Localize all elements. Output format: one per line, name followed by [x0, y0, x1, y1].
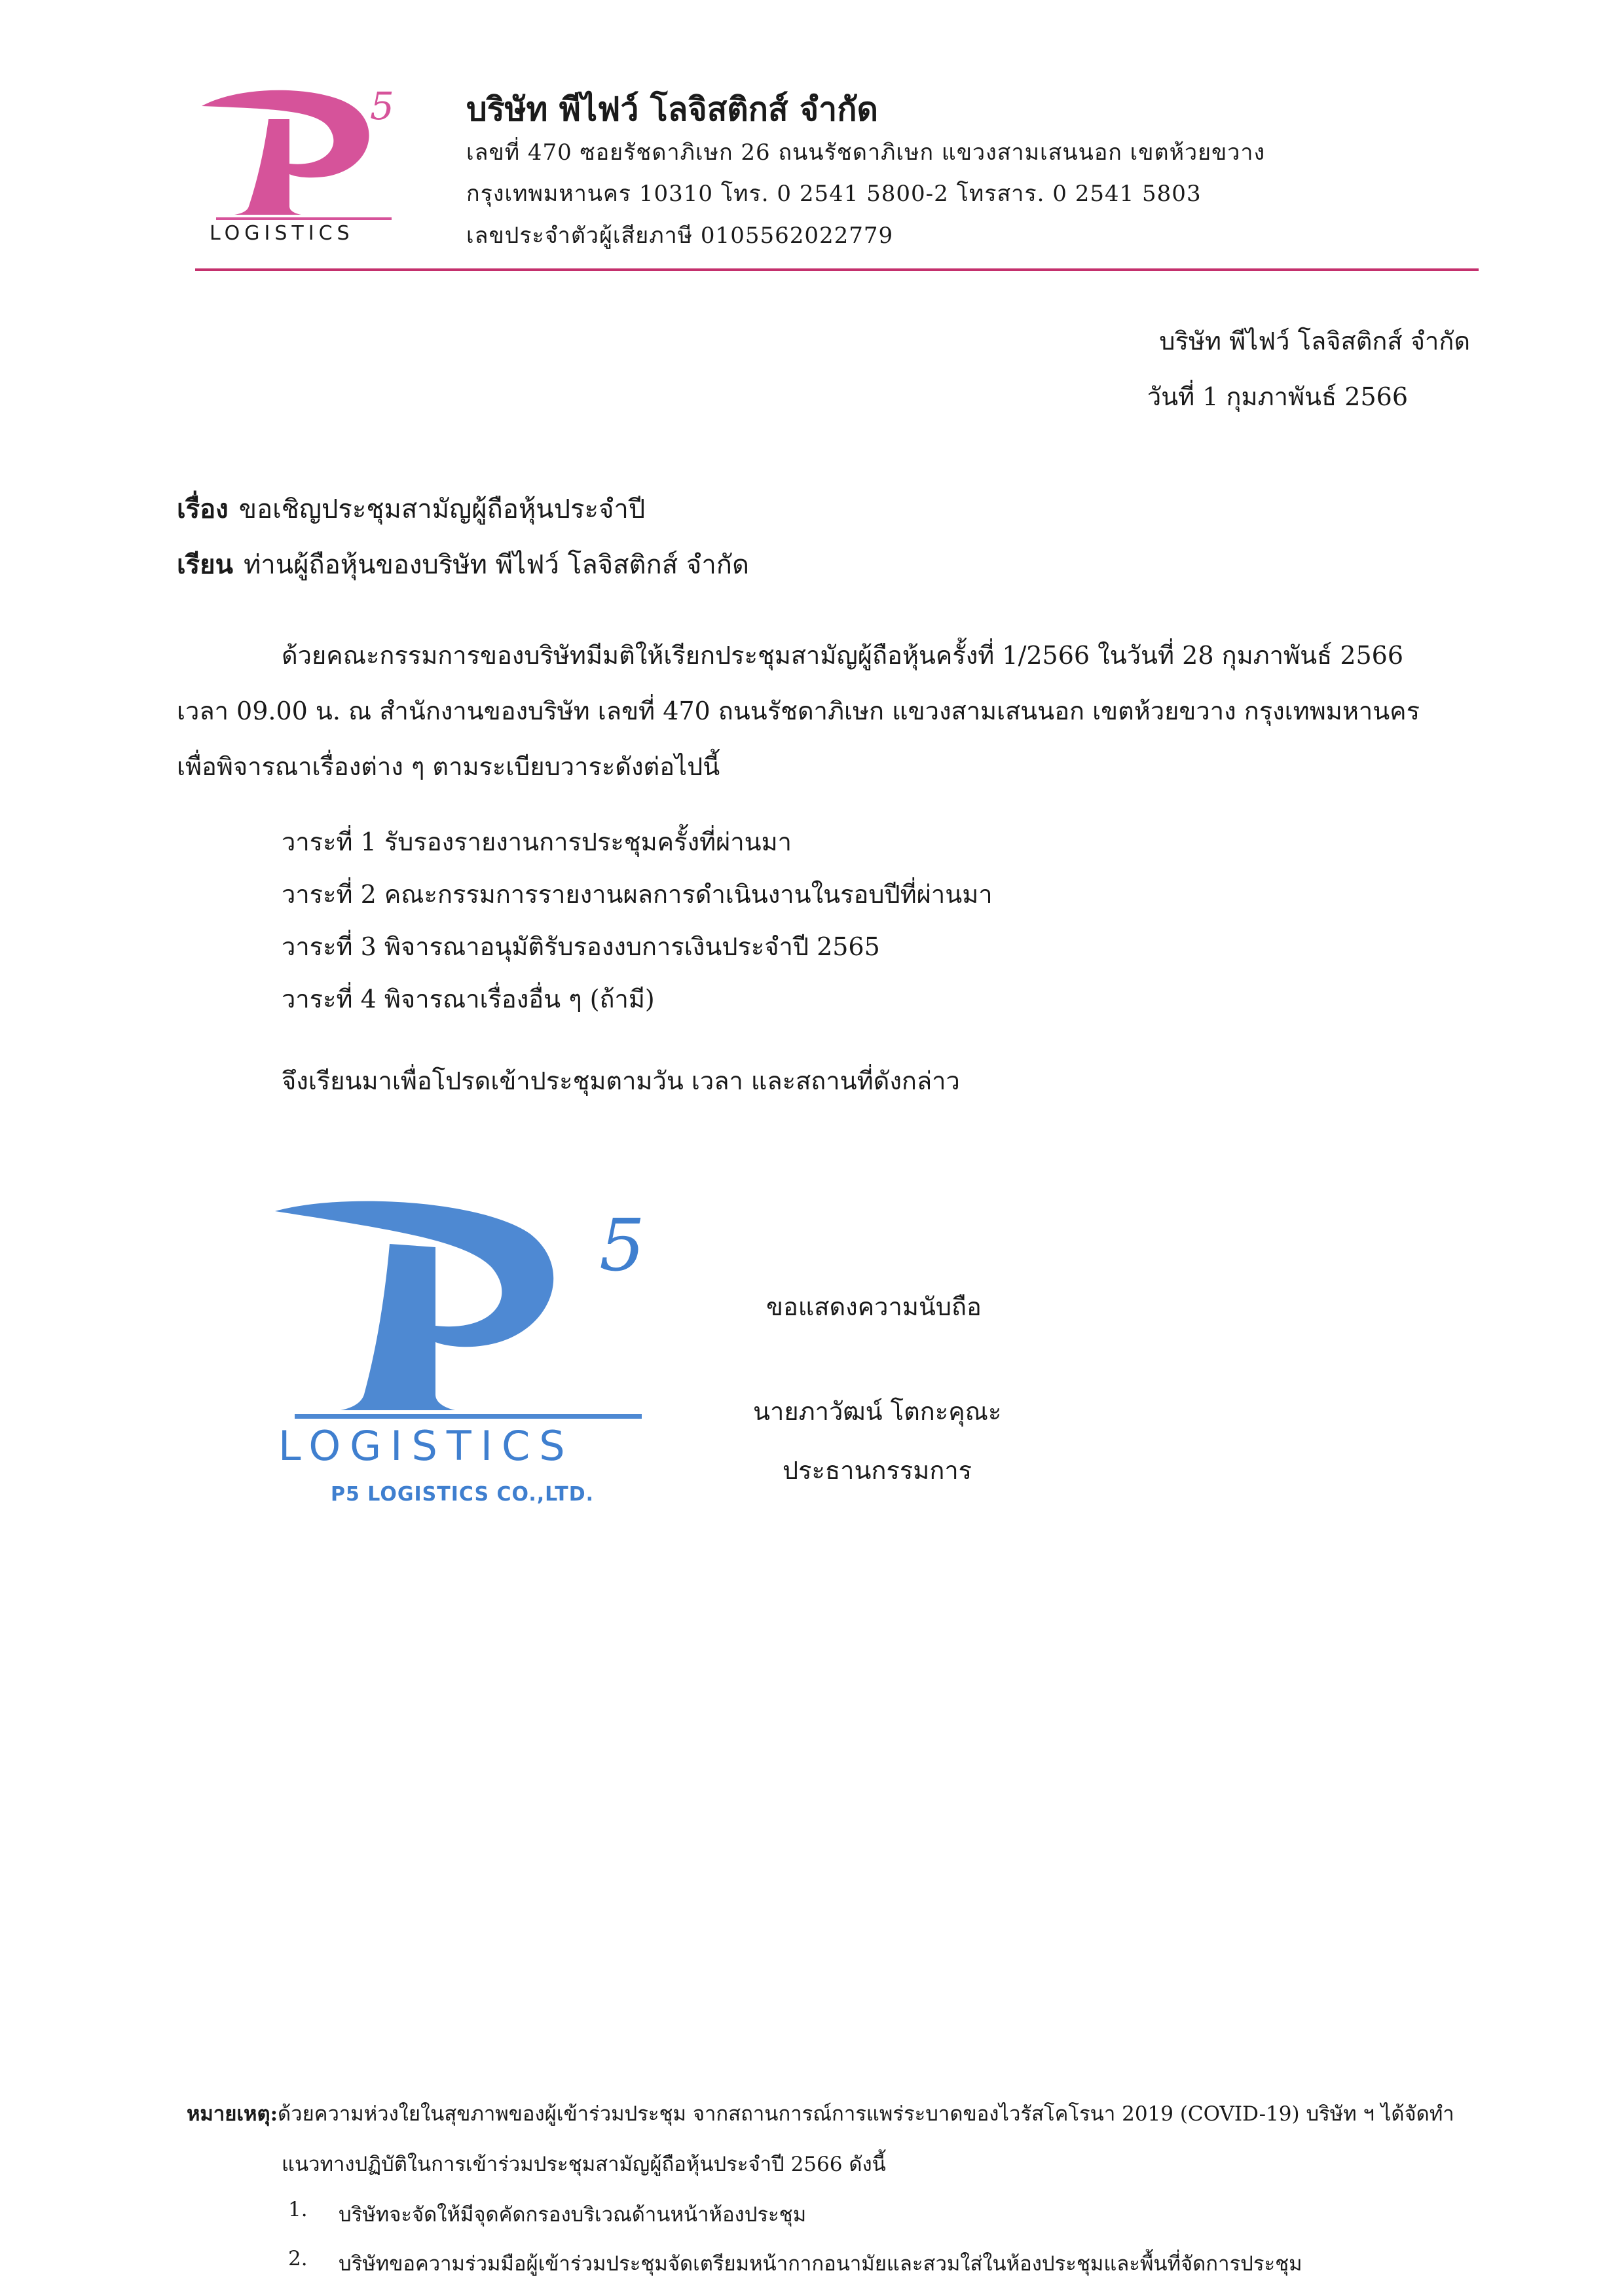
agenda-item: วาระที่ 2 คณะกรรมการรายงานผลการดำเนินงานในรอบปีที่ผ่านมา: [282, 880, 993, 909]
subject-line: [177, 488, 645, 530]
recipient-label: เรียน: [177, 549, 233, 580]
note-line-2: แนวทางปฏิบัติในการเข้าร่วมประชุมสามัญผู้ถือหุ้นประจำปี 2566 ดังนี้: [282, 2153, 886, 2176]
body-line-1: ด้วยคณะกรรมการของบริษัทมีมติให้เรียกประชุมสามัญผู้ถือหุ้นครั้งที่ 1/2566 ในวันที่ 28 กุมภาพันธ์ 2566: [282, 641, 1404, 670]
subject-text: ขอเชิญประชุมสามัญผู้ถือหุ้นประจำปี: [238, 494, 646, 524]
subject-label: เรื่อง: [177, 494, 229, 524]
body-line-3: เพื่อพิจารณาเรื่องต่าง ๆ ตามระเบียบวาระดังต่อไปนี้: [177, 752, 720, 781]
signatory-name: นายภาวัฒน์ โตกะคุณะ: [753, 1397, 1002, 1426]
svg-text:5: 5: [370, 84, 394, 128]
svg-text:5: 5: [599, 1203, 645, 1287]
company-stamp: [268, 1198, 674, 1512]
stamp-logo-label: LOGISTICS: [278, 1422, 574, 1470]
note-item-number: 2.: [288, 2247, 308, 2270]
agenda-item: วาระที่ 3 พิจารณาอนุมัติรับรองงบการเงินประจำปี 2565: [282, 932, 880, 961]
company-address-line-2: กรุงเทพมหานคร 10310 โทร. 0 2541 5800-2 โทรสาร. 0 2541 5803: [466, 181, 1202, 207]
note-item-number: 1.: [288, 2198, 308, 2221]
company-tax-id: เลขประจำตัวผู้เสียภาษี 0105562022779: [466, 223, 894, 249]
signature-regards: ขอแสดงความนับถือ: [766, 1292, 982, 1321]
letterhead-divider: [195, 268, 1479, 271]
letter-date: วันที่ 1 กุมภาพันธ์ 2566: [1147, 382, 1408, 411]
recipient-text: ท่านผู้ถือหุ้นของบริษัท พีไฟว์ โลจิสติกส์ จำกัด: [243, 550, 749, 580]
logo-label: LOGISTICS: [210, 222, 354, 242]
note-item-text: บริษัทจะจัดให้มีจุดคัดกรองบริเวณด้านหน้าห้องประชุม: [339, 2203, 807, 2227]
closing-sentence: จึงเรียนมาเพื่อโปรดเข้าประชุมตามวัน เวลา และสถานที่ดังกล่าว: [282, 1066, 960, 1095]
company-name: บริษัท พีไฟว์ โลจิสติกส์ จำกัด: [466, 90, 879, 128]
note-line-1: [187, 2097, 1454, 2130]
stamp-company-en: P5 LOGISTICS CO.,LTD.: [331, 1483, 595, 1506]
agenda-item: วาระที่ 1 รับรองรายงานการประชุมครั้งที่ผ่านมา: [282, 828, 792, 856]
signatory-title: ประธานกรรมการ: [783, 1456, 972, 1485]
agenda-item: วาระที่ 4 พิจารณาเรื่องอื่น ๆ (ถ้ามี): [282, 985, 655, 1013]
body-line-2: เวลา 09.00 น. ณ สำนักงานของบริษัท เลขที่ 470 ถนนรัชดาภิเษก แขวงสามเสนนอก เขตห้วยขวาง กรุงเทพมหานคร: [177, 697, 1420, 725]
company-logo: [196, 72, 419, 242]
note-item-text: บริษัทขอความร่วมมือผู้เข้าร่วมประชุมจัดเตรียมหน้ากากอนามัยและสวมใส่ในห้องประชุมและพื้นที่จัดการประชุม: [339, 2252, 1302, 2276]
company-address-line-1: เลขที่ 470 ซอยรัชดาภิเษก 26 ถนนรัชดาภิเษก แขวงสามเสนนอก เขตห้วยขวาง: [466, 139, 1266, 166]
sender-company: บริษัท พีไฟว์ โลจิสติกส์ จำกัด: [1159, 327, 1470, 355]
recipient-line: [177, 543, 749, 585]
note-text: ด้วยความห่วงใยในสุขภาพของผู้เข้าร่วมประชุม จากสถานการณ์การแพร่ระบาดของไวรัสโคโรนา 2019 (COVID-19) บริษัท ฯ ได้จัดทำ: [278, 2102, 1454, 2126]
note-label: หมายเหตุ:: [187, 2102, 278, 2126]
